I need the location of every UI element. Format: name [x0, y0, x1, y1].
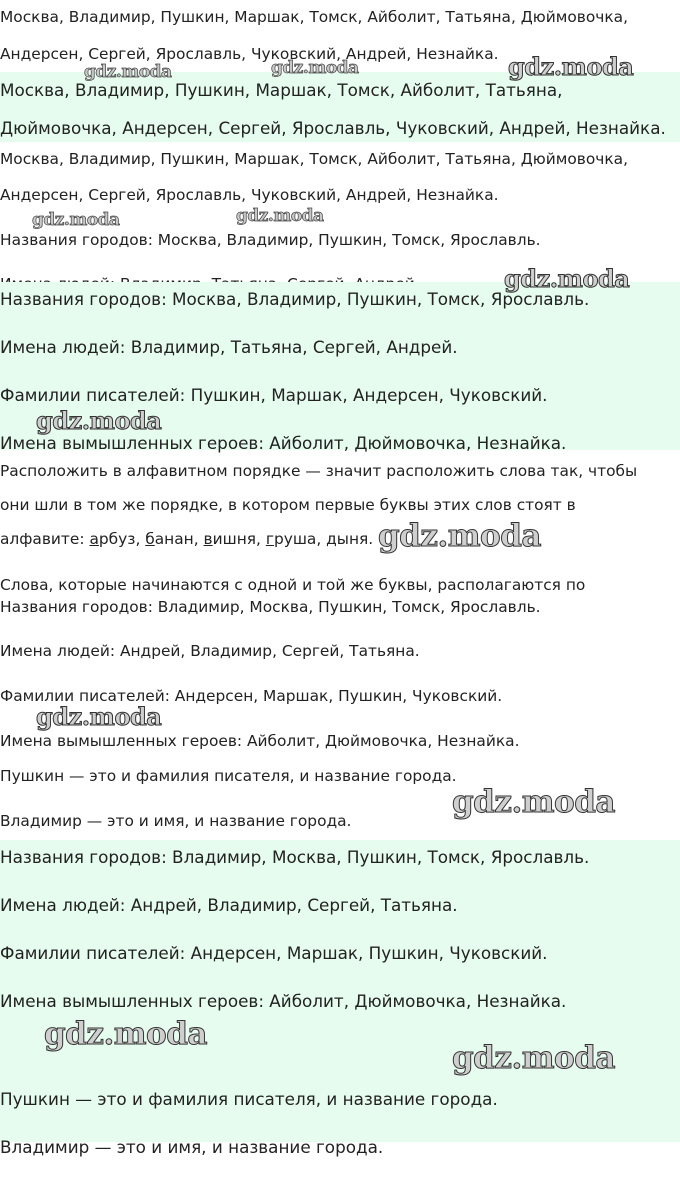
watermark: gdz.moda [236, 206, 324, 226]
text-line: Фамилии писателей: Пушкин, Маршак, Андерсен, Чуковский. [0, 385, 548, 405]
word-rest: руша [273, 530, 317, 548]
first-letter: а [89, 530, 99, 548]
watermark: gdz.moda [44, 1016, 207, 1052]
alphabet-example-line [0, 530, 373, 548]
watermark: gdz.moda [508, 52, 634, 81]
separator: . [368, 530, 374, 548]
text-line: они шли в том же порядке, в котором первые буквы этих слов стоят в [0, 496, 576, 514]
word-rest: анан [154, 530, 194, 548]
text-line: Владимир — это и имя, и название города. [0, 1137, 384, 1157]
separator: , [135, 530, 146, 548]
text-block-2 [0, 72, 680, 142]
first-letter: д [326, 530, 337, 548]
separator: , [193, 530, 204, 548]
text-line: Расположить в алфавитном порядке — значит расположить слова так, чтобы [0, 462, 638, 480]
text-line: Фамилии писателей: Андерсен, Маршак, Пушкин, Чуковский. [0, 687, 503, 705]
text-line: Москва, Владимир, Пушкин, Маршак, Томск, Айболит, Татьяна, Дюймовочка, [0, 150, 628, 168]
text-fragment: алфавите: [0, 530, 90, 548]
text-line: Названия городов: Москва, Владимир, Пушкин, Томск, Ярославль. [0, 231, 541, 249]
text-line: Владимир — это и имя, и название города. [0, 812, 352, 830]
watermark: gdz.moda [504, 264, 630, 293]
text-block-8 [0, 840, 680, 1157]
watermark: gdz.moda [271, 58, 359, 78]
text-line: Имена людей: Андрей, Владимир, Сергей, Татьяна. [0, 895, 458, 915]
text-line: Фамилии писателей: Андерсен, Маршак, Пушкин, Чуковский. [0, 943, 548, 963]
text-line: Пушкин — это и фамилия писателя, и название города. [0, 767, 457, 785]
word-rest: рбуз [98, 530, 136, 548]
separator: , [256, 530, 266, 548]
text-line: Дюймовочка, Андерсен, Сергей, Ярославль, Чуковский, Андрей, Незнайка. [0, 118, 666, 138]
text-line: Названия городов: Москва, Владимир, Пушкин, Томск, Ярославль. [0, 289, 590, 309]
watermark: gdz.moda [84, 62, 172, 82]
text-line: Имена вымышленных героев: Айболит, Дюймовочка, Незнайка. [0, 732, 520, 750]
text-line: Пушкин — это и фамилия писателя, и название города. [0, 1089, 498, 1109]
watermark: gdz.moda [36, 406, 162, 435]
text-line: Названия городов: Владимир, Москва, Пушкин, Томск, Ярославль. [0, 598, 541, 616]
text-line: Москва, Владимир, Пушкин, Маршак, Томск, Айболит, Татьяна, [0, 80, 563, 100]
separator: , [316, 530, 327, 548]
word-rest: ишня [212, 530, 257, 548]
text-line: Названия городов: Владимир, Москва, Пушкин, Томск, Ярославль. [0, 847, 590, 867]
watermark: gdz.moda [452, 1040, 615, 1076]
watermark: gdz.moda [452, 784, 615, 820]
text-line: Имена вымышленных героев: Айболит, Дюймовочка, Незнайка. [0, 991, 567, 1011]
watermark: gdz.moda [36, 702, 162, 731]
watermark: gdz.moda [32, 210, 120, 230]
watermark: gdz.moda [378, 518, 541, 554]
text-line: Москва, Владимир, Пушкин, Маршак, Томск, Айболит, Татьяна, Дюймовочка, [0, 8, 628, 26]
text-line: Имена людей: Андрей, Владимир, Сергей, Татьяна. [0, 642, 420, 660]
word-rest: ыня [336, 530, 369, 548]
text-line: Андерсен, Сергей, Ярославль, Чуковский, Андрей, Незнайка. [0, 45, 499, 63]
first-letter: г [265, 530, 274, 548]
first-letter: в [203, 530, 213, 548]
text-line: Слова, которые начинаются с одной и той же буквы, располагаются по [0, 576, 586, 594]
text-line: Имена людей: Владимир, Татьяна, Сергей, Андрей. [0, 337, 458, 357]
first-letter: б [145, 530, 155, 548]
text-line: Андерсен, Сергей, Ярославль, Чуковский, Андрей, Незнайка. [0, 186, 499, 204]
text-block-6 [0, 450, 680, 594]
text-line: Имена вымышленных героев: Айболит, Дюймовочка, Незнайка. [0, 433, 567, 453]
text-block-3 [0, 142, 680, 212]
